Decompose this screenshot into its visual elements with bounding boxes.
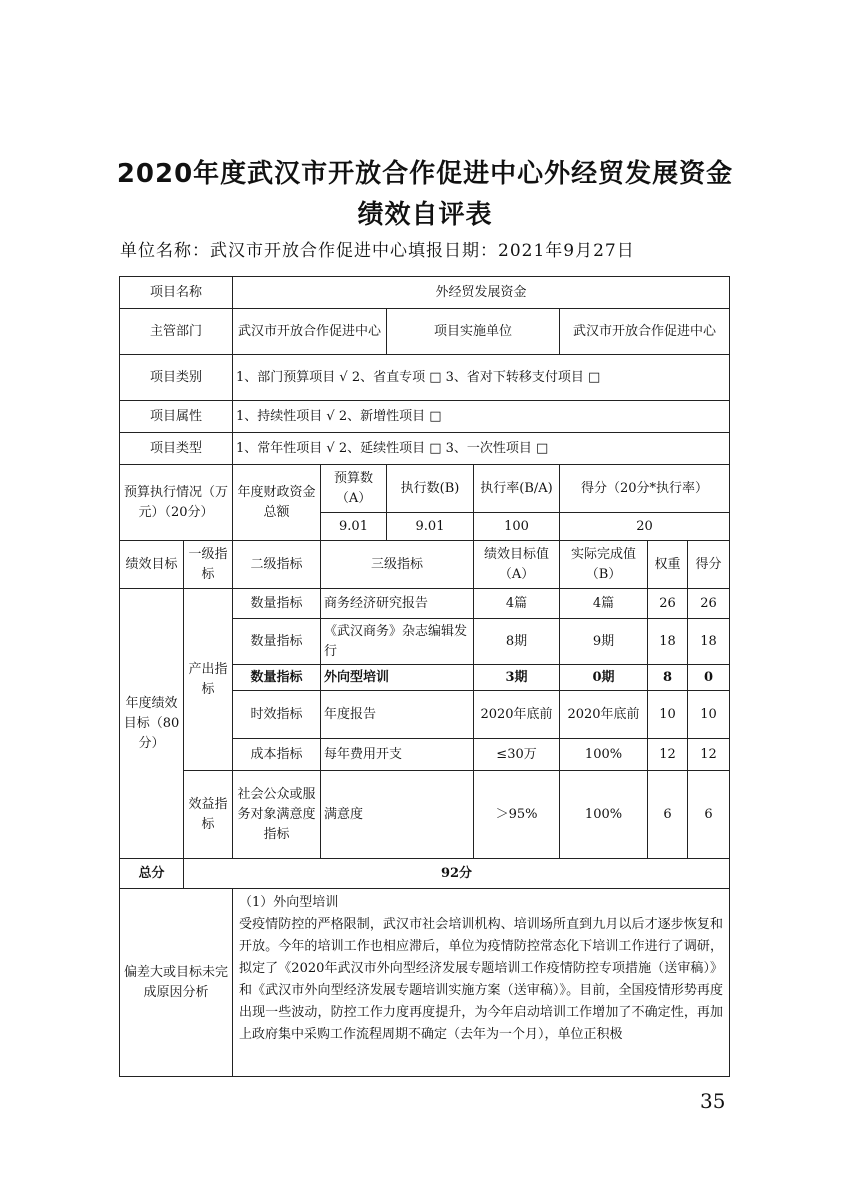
level3-header: 三级指标 <box>321 541 474 589</box>
exec-header: 执行数(B) <box>387 465 474 513</box>
indicator-l2: 数量指标 <box>233 619 321 665</box>
indicator-score: 18 <box>688 619 730 665</box>
indicator-score: 12 <box>688 739 730 771</box>
indicator-l3: 外向型培训 <box>321 665 474 691</box>
row-total <box>120 859 730 889</box>
weight-header: 权重 <box>648 541 688 589</box>
page-number: 35 <box>700 1089 726 1113</box>
annual-goal-label: 年度绩效目标（80分） <box>120 589 184 859</box>
indicator-weight: 12 <box>648 739 688 771</box>
indicator-l2: 数量指标 <box>233 665 321 691</box>
indicator-l3: 满意度 <box>321 771 474 859</box>
goal-header: 绩效目标 <box>120 541 184 589</box>
budget-label: 预算执行情况（万元）（20分） <box>120 465 233 541</box>
indicator-target: 4篇 <box>474 589 560 619</box>
level1-header: 一级指标 <box>184 541 233 589</box>
indicator-score: 10 <box>688 691 730 739</box>
project-name-label: 项目名称 <box>120 277 233 309</box>
indicator-actual: 2020年底前 <box>560 691 648 739</box>
deviation-heading: （1）外向型培训 <box>239 895 339 910</box>
budget-header: 预算数（A） <box>321 465 387 513</box>
unit-and-date-line: 单位名称：武汉市开放合作促进中心填报日期：2021年9月27日 <box>120 241 635 261</box>
indicator-l2: 时效指标 <box>233 691 321 739</box>
self-evaluation-table <box>119 276 730 1077</box>
type-value: 1、常年性项目 √ 2、延续性项目 □ 3、一次性项目 □ <box>233 433 730 465</box>
exec-value: 9.01 <box>387 513 474 541</box>
document-title-line2: 绩效自评表 <box>357 200 493 230</box>
project-name-value: 外经贸发展资金 <box>233 277 730 309</box>
indicator-l3: 每年费用开支 <box>321 739 474 771</box>
indicator-score: 6 <box>688 771 730 859</box>
indicator-actual: 4篇 <box>560 589 648 619</box>
indicator-weight: 10 <box>648 691 688 739</box>
indicator-target: ＞95% <box>474 771 560 859</box>
total-value: 92分 <box>184 859 730 889</box>
indicator-actual: 9期 <box>560 619 648 665</box>
funds-label: 年度财政资金总额 <box>233 465 321 541</box>
indicator-l2: 数量指标 <box>233 589 321 619</box>
level2-header: 二级指标 <box>233 541 321 589</box>
dept-label: 主管部门 <box>120 309 233 355</box>
attr-label: 项目属性 <box>120 401 233 433</box>
category-value: 1、部门预算项目 √ 2、省直专项 □ 3、省对下转移支付项目 □ <box>233 355 730 401</box>
indicator-target: 8期 <box>474 619 560 665</box>
budget-value: 9.01 <box>321 513 387 541</box>
attr-value: 1、持续性项目 √ 2、新增性项目 □ <box>233 401 730 433</box>
rate-value: 100 <box>474 513 560 541</box>
score-col-header: 得分 <box>688 541 730 589</box>
indicator-target: 3期 <box>474 665 560 691</box>
indicator-l3: 年度报告 <box>321 691 474 739</box>
indicator-actual: 0期 <box>560 665 648 691</box>
indicator-score: 0 <box>688 665 730 691</box>
score-value: 20 <box>560 513 730 541</box>
indicator-weight: 8 <box>648 665 688 691</box>
category-label: 项目类别 <box>120 355 233 401</box>
indicator-l3: 商务经济研究报告 <box>321 589 474 619</box>
indicator-l2: 成本指标 <box>233 739 321 771</box>
document-title-line1: 2020年度武汉市开放合作促进中心外经贸发展资金 <box>116 159 734 189</box>
row-budget-header <box>120 465 730 513</box>
impl-label: 项目实施单位 <box>387 309 560 355</box>
indicator-weight: 18 <box>648 619 688 665</box>
row-deviation <box>120 889 730 1077</box>
impl-value: 武汉市开放合作促进中心 <box>560 309 730 355</box>
deviation-text: 受疫情防控的严格限制，武汉市社会培训机构、培训场所直到九月以后才逐步恢复和开放。今年的培训工作也相应滞后，单位为疫情防控常态化下培训工作进行了调研，拟定了《2020年武汉市外向型经济发展专题培训工作疫情防控专项措施（送审稿）》和《武汉市外向型经济发展专题培训实施方案（送审稿）》。目前，全国疫情形势再度出现一些波动，防控工作力度再度提升，为今年启动培训工作增加了不确定性，再加上政府集中采购工作流程周期不确定（去年为一个月），单位正积极 <box>239 917 724 1042</box>
table-row <box>120 589 730 619</box>
indicator-actual: 100% <box>560 771 648 859</box>
type-label: 项目类型 <box>120 433 233 465</box>
indicator-weight: 6 <box>648 771 688 859</box>
table-row <box>120 771 730 859</box>
indicator-l2: 社会公众或服务对象满意度指标 <box>233 771 321 859</box>
row-type <box>120 433 730 465</box>
row-dept <box>120 309 730 355</box>
deviation-analysis <box>233 889 730 1077</box>
benefit-indicator-label: 效益指标 <box>184 771 233 859</box>
indicator-target: ≤30万 <box>474 739 560 771</box>
indicator-l3: 《武汉商务》杂志编辑发行 <box>321 619 474 665</box>
row-project-name <box>120 277 730 309</box>
dept-value: 武汉市开放合作促进中心 <box>233 309 387 355</box>
rate-header: 执行率(B/A) <box>474 465 560 513</box>
indicator-actual: 100% <box>560 739 648 771</box>
target-header: 绩效目标值（A） <box>474 541 560 589</box>
row-perf-header <box>120 541 730 589</box>
deviation-label: 偏差大或目标未完成原因分析 <box>120 889 233 1077</box>
row-category <box>120 355 730 401</box>
indicator-weight: 26 <box>648 589 688 619</box>
score-header: 得分（20分*执行率） <box>560 465 730 513</box>
actual-header: 实际完成值（B） <box>560 541 648 589</box>
total-label: 总分 <box>120 859 184 889</box>
indicator-target: 2020年底前 <box>474 691 560 739</box>
row-attr <box>120 401 730 433</box>
output-indicator-label: 产出指标 <box>184 589 233 771</box>
indicator-score: 26 <box>688 589 730 619</box>
